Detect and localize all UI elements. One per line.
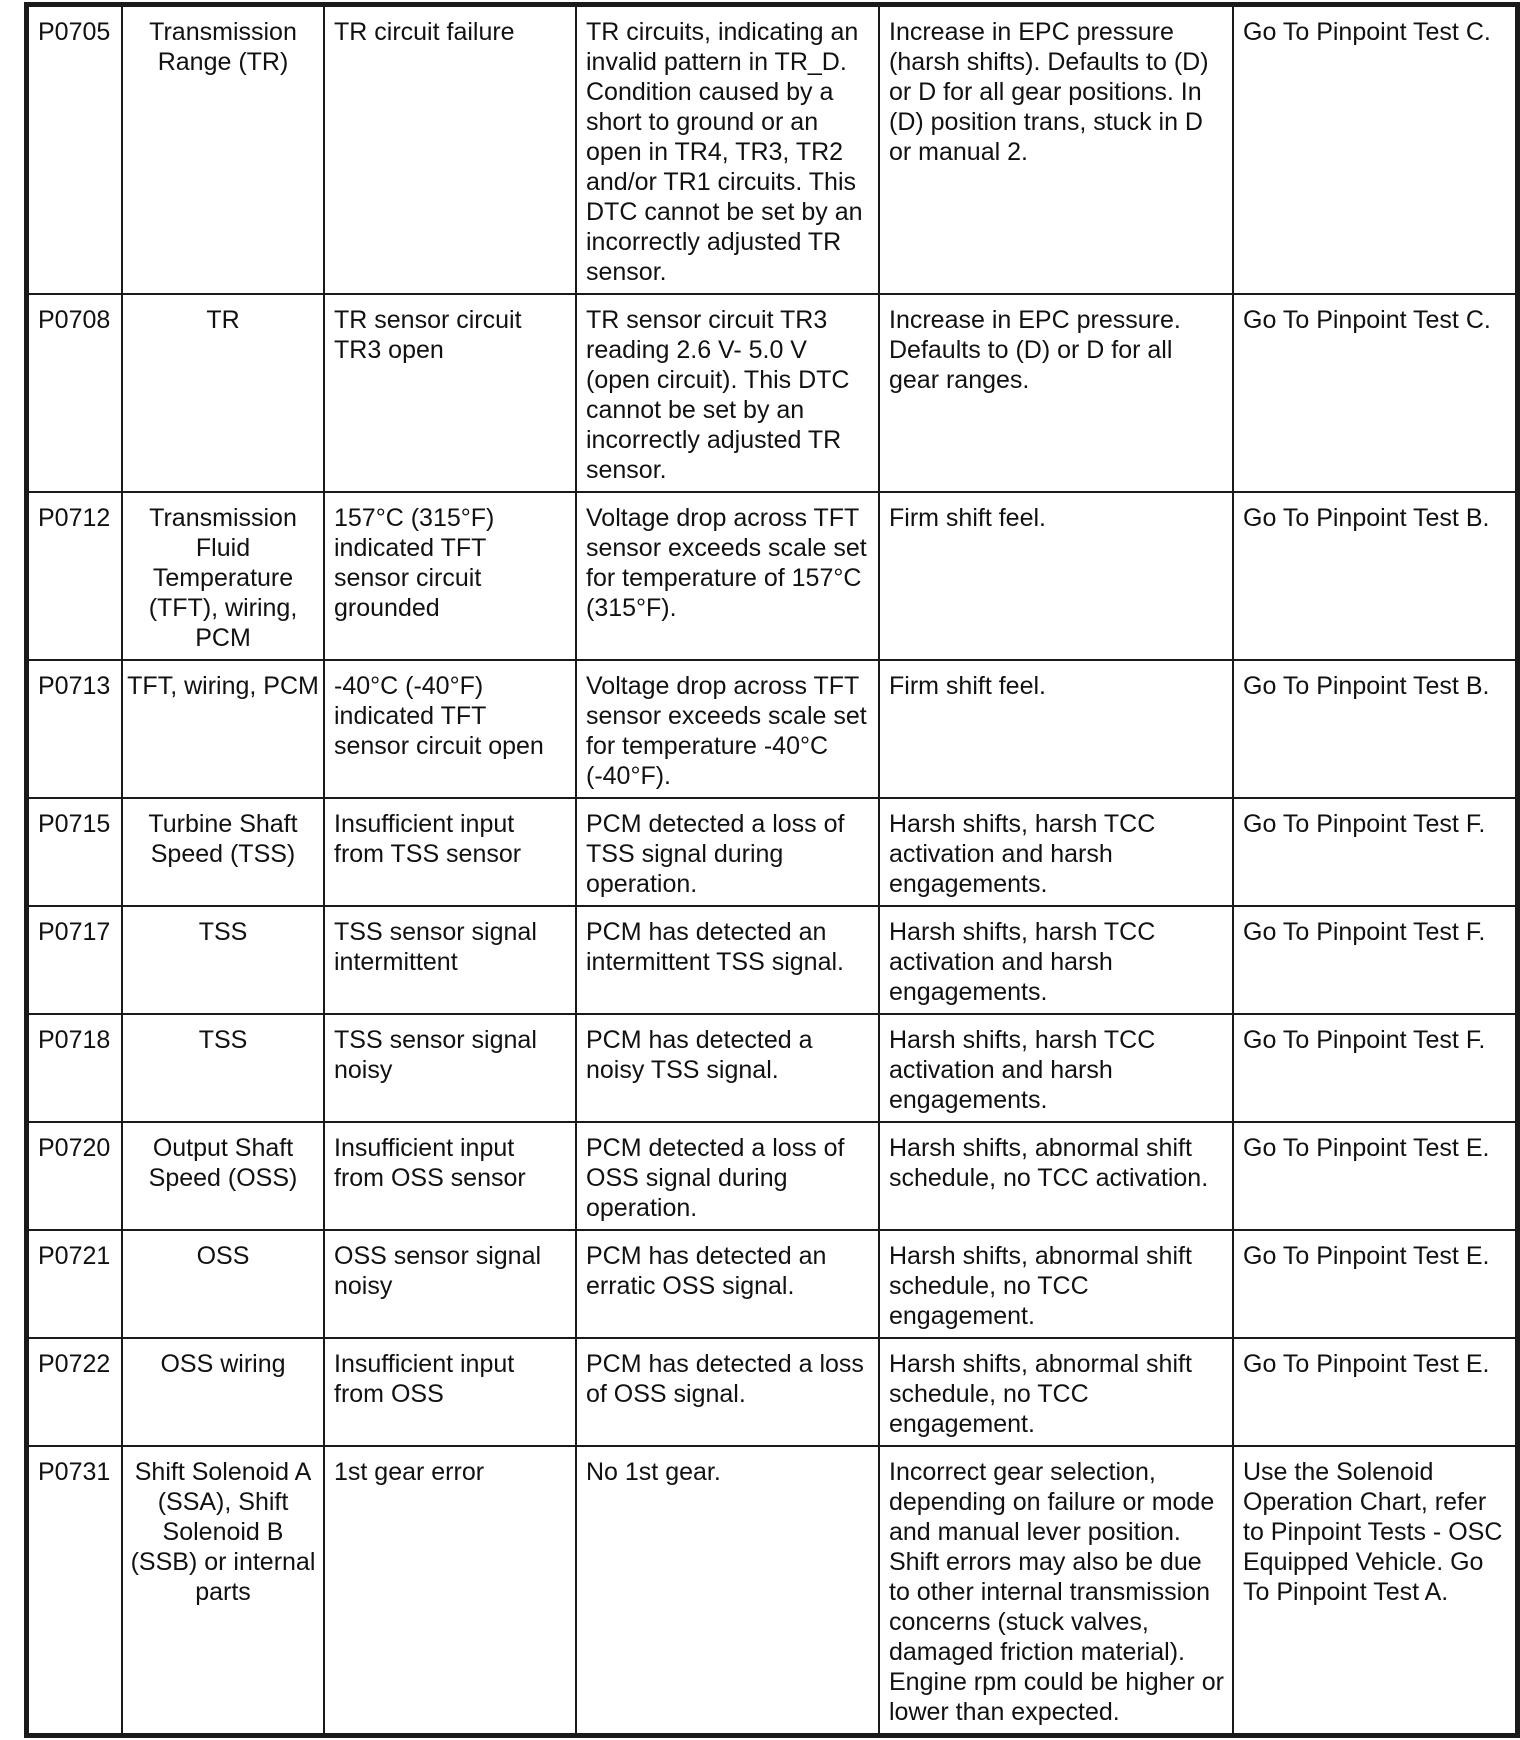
action-cell: Go To Pinpoint Test B. bbox=[1233, 660, 1516, 798]
condition-cell: Voltage drop across TFT sensor exceeds scale set for temperature -40°C (-40°F). bbox=[576, 660, 879, 798]
table-row bbox=[28, 492, 1516, 660]
table-row bbox=[28, 660, 1516, 798]
dtc-table bbox=[27, 5, 1517, 1735]
condition-cell: PCM detected a loss of OSS signal during operation. bbox=[576, 1122, 879, 1230]
symptom-cell: Harsh shifts, abnormal shift schedule, no TCC activation. bbox=[879, 1122, 1233, 1230]
component-cell: OSS wiring bbox=[122, 1338, 324, 1446]
component-cell: Output Shaft Speed (OSS) bbox=[122, 1122, 324, 1230]
dtc-table-body bbox=[28, 6, 1516, 1734]
dtc-code-cell: P0715 bbox=[28, 798, 122, 906]
action-cell: Go To Pinpoint Test F. bbox=[1233, 906, 1516, 1014]
description-cell: Insufficient input from OSS sensor bbox=[324, 1122, 576, 1230]
action-cell: Go To Pinpoint Test C. bbox=[1233, 294, 1516, 492]
component-cell: TSS bbox=[122, 1014, 324, 1122]
description-cell: TSS sensor signal intermittent bbox=[324, 906, 576, 1014]
symptom-cell: Harsh shifts, harsh TCC activation and harsh engagements. bbox=[879, 1014, 1233, 1122]
dtc-code-cell: P0713 bbox=[28, 660, 122, 798]
table-row bbox=[28, 1014, 1516, 1122]
dtc-code-cell: P0718 bbox=[28, 1014, 122, 1122]
symptom-cell: Firm shift feel. bbox=[879, 492, 1233, 660]
action-cell: Go To Pinpoint Test F. bbox=[1233, 798, 1516, 906]
symptom-cell: Incorrect gear selection, depending on failure or mode and manual lever position. Shift errors may also be due to other internal transmission concerns (stuck valves, damaged friction material). Engine rpm could be higher or lower than expected. bbox=[879, 1446, 1233, 1734]
action-cell: Go To Pinpoint Test F. bbox=[1233, 1014, 1516, 1122]
table-row bbox=[28, 906, 1516, 1014]
description-cell: 1st gear error bbox=[324, 1446, 576, 1734]
component-cell: Transmission Range (TR) bbox=[122, 6, 324, 294]
symptom-cell: Harsh shifts, abnormal shift schedule, no TCC engagement. bbox=[879, 1230, 1233, 1338]
action-cell: Go To Pinpoint Test E. bbox=[1233, 1338, 1516, 1446]
symptom-cell: Increase in EPC pressure. Defaults to (D) or D for all gear ranges. bbox=[879, 294, 1233, 492]
description-cell: Insufficient input from OSS bbox=[324, 1338, 576, 1446]
description-cell: 157°C (315°F) indicated TFT sensor circuit grounded bbox=[324, 492, 576, 660]
symptom-cell: Harsh shifts, harsh TCC activation and harsh engagements. bbox=[879, 906, 1233, 1014]
table-row bbox=[28, 6, 1516, 294]
description-cell: OSS sensor signal noisy bbox=[324, 1230, 576, 1338]
condition-cell: PCM has detected an erratic OSS signal. bbox=[576, 1230, 879, 1338]
symptom-cell: Firm shift feel. bbox=[879, 660, 1233, 798]
condition-cell: TR sensor circuit TR3 reading 2.6 V- 5.0 V (open circuit). This DTC cannot be set by an incorrectly adjusted TR sensor. bbox=[576, 294, 879, 492]
component-cell: TFT, wiring, PCM bbox=[122, 660, 324, 798]
dtc-code-cell: P0721 bbox=[28, 1230, 122, 1338]
dtc-code-cell: P0717 bbox=[28, 906, 122, 1014]
symptom-cell: Harsh shifts, abnormal shift schedule, no TCC engagement. bbox=[879, 1338, 1233, 1446]
action-cell: Go To Pinpoint Test C. bbox=[1233, 6, 1516, 294]
dtc-code-cell: P0720 bbox=[28, 1122, 122, 1230]
action-cell: Go To Pinpoint Test B. bbox=[1233, 492, 1516, 660]
dtc-code-cell: P0712 bbox=[28, 492, 122, 660]
component-cell: OSS bbox=[122, 1230, 324, 1338]
condition-cell: PCM has detected a loss of OSS signal. bbox=[576, 1338, 879, 1446]
table-row bbox=[28, 1122, 1516, 1230]
description-cell: TR circuit failure bbox=[324, 6, 576, 294]
description-cell: TSS sensor signal noisy bbox=[324, 1014, 576, 1122]
component-cell: Shift Solenoid A (SSA), Shift Solenoid B (SSB) or internal parts bbox=[122, 1446, 324, 1734]
table-row bbox=[28, 1446, 1516, 1734]
action-cell: Go To Pinpoint Test E. bbox=[1233, 1230, 1516, 1338]
symptom-cell: Increase in EPC pressure (harsh shifts). Defaults to (D) or D for all gear positions. In (D) position trans, stuck in D or manual 2. bbox=[879, 6, 1233, 294]
component-cell: Turbine Shaft Speed (TSS) bbox=[122, 798, 324, 906]
table-row bbox=[28, 798, 1516, 906]
table-row bbox=[28, 1338, 1516, 1446]
condition-cell: PCM has detected an intermittent TSS signal. bbox=[576, 906, 879, 1014]
description-cell: -40°C (-40°F) indicated TFT sensor circuit open bbox=[324, 660, 576, 798]
condition-cell: TR circuits, indicating an invalid pattern in TR_D. Condition caused by a short to ground or an open in TR4, TR3, TR2 and/or TR1 circuits. This DTC cannot be set by an incorrectly adjusted TR sensor. bbox=[576, 6, 879, 294]
table-row bbox=[28, 1230, 1516, 1338]
component-cell: TR bbox=[122, 294, 324, 492]
component-cell: TSS bbox=[122, 906, 324, 1014]
description-cell: TR sensor circuit TR3 open bbox=[324, 294, 576, 492]
dtc-code-cell: P0705 bbox=[28, 6, 122, 294]
action-cell: Use the Solenoid Operation Chart, refer to Pinpoint Tests - OSC Equipped Vehicle. Go To Pinpoint Test A. bbox=[1233, 1446, 1516, 1734]
dtc-code-cell: P0708 bbox=[28, 294, 122, 492]
action-cell: Go To Pinpoint Test E. bbox=[1233, 1122, 1516, 1230]
description-cell: Insufficient input from TSS sensor bbox=[324, 798, 576, 906]
symptom-cell: Harsh shifts, harsh TCC activation and harsh engagements. bbox=[879, 798, 1233, 906]
dtc-code-cell: P0731 bbox=[28, 1446, 122, 1734]
dtc-code-cell: P0722 bbox=[28, 1338, 122, 1446]
condition-cell: Voltage drop across TFT sensor exceeds scale set for temperature of 157°C (315°F). bbox=[576, 492, 879, 660]
condition-cell: PCM has detected a noisy TSS signal. bbox=[576, 1014, 879, 1122]
condition-cell: No 1st gear. bbox=[576, 1446, 879, 1734]
condition-cell: PCM detected a loss of TSS signal during operation. bbox=[576, 798, 879, 906]
table-row bbox=[28, 294, 1516, 492]
component-cell: Transmission Fluid Temperature (TFT), wiring, PCM bbox=[122, 492, 324, 660]
